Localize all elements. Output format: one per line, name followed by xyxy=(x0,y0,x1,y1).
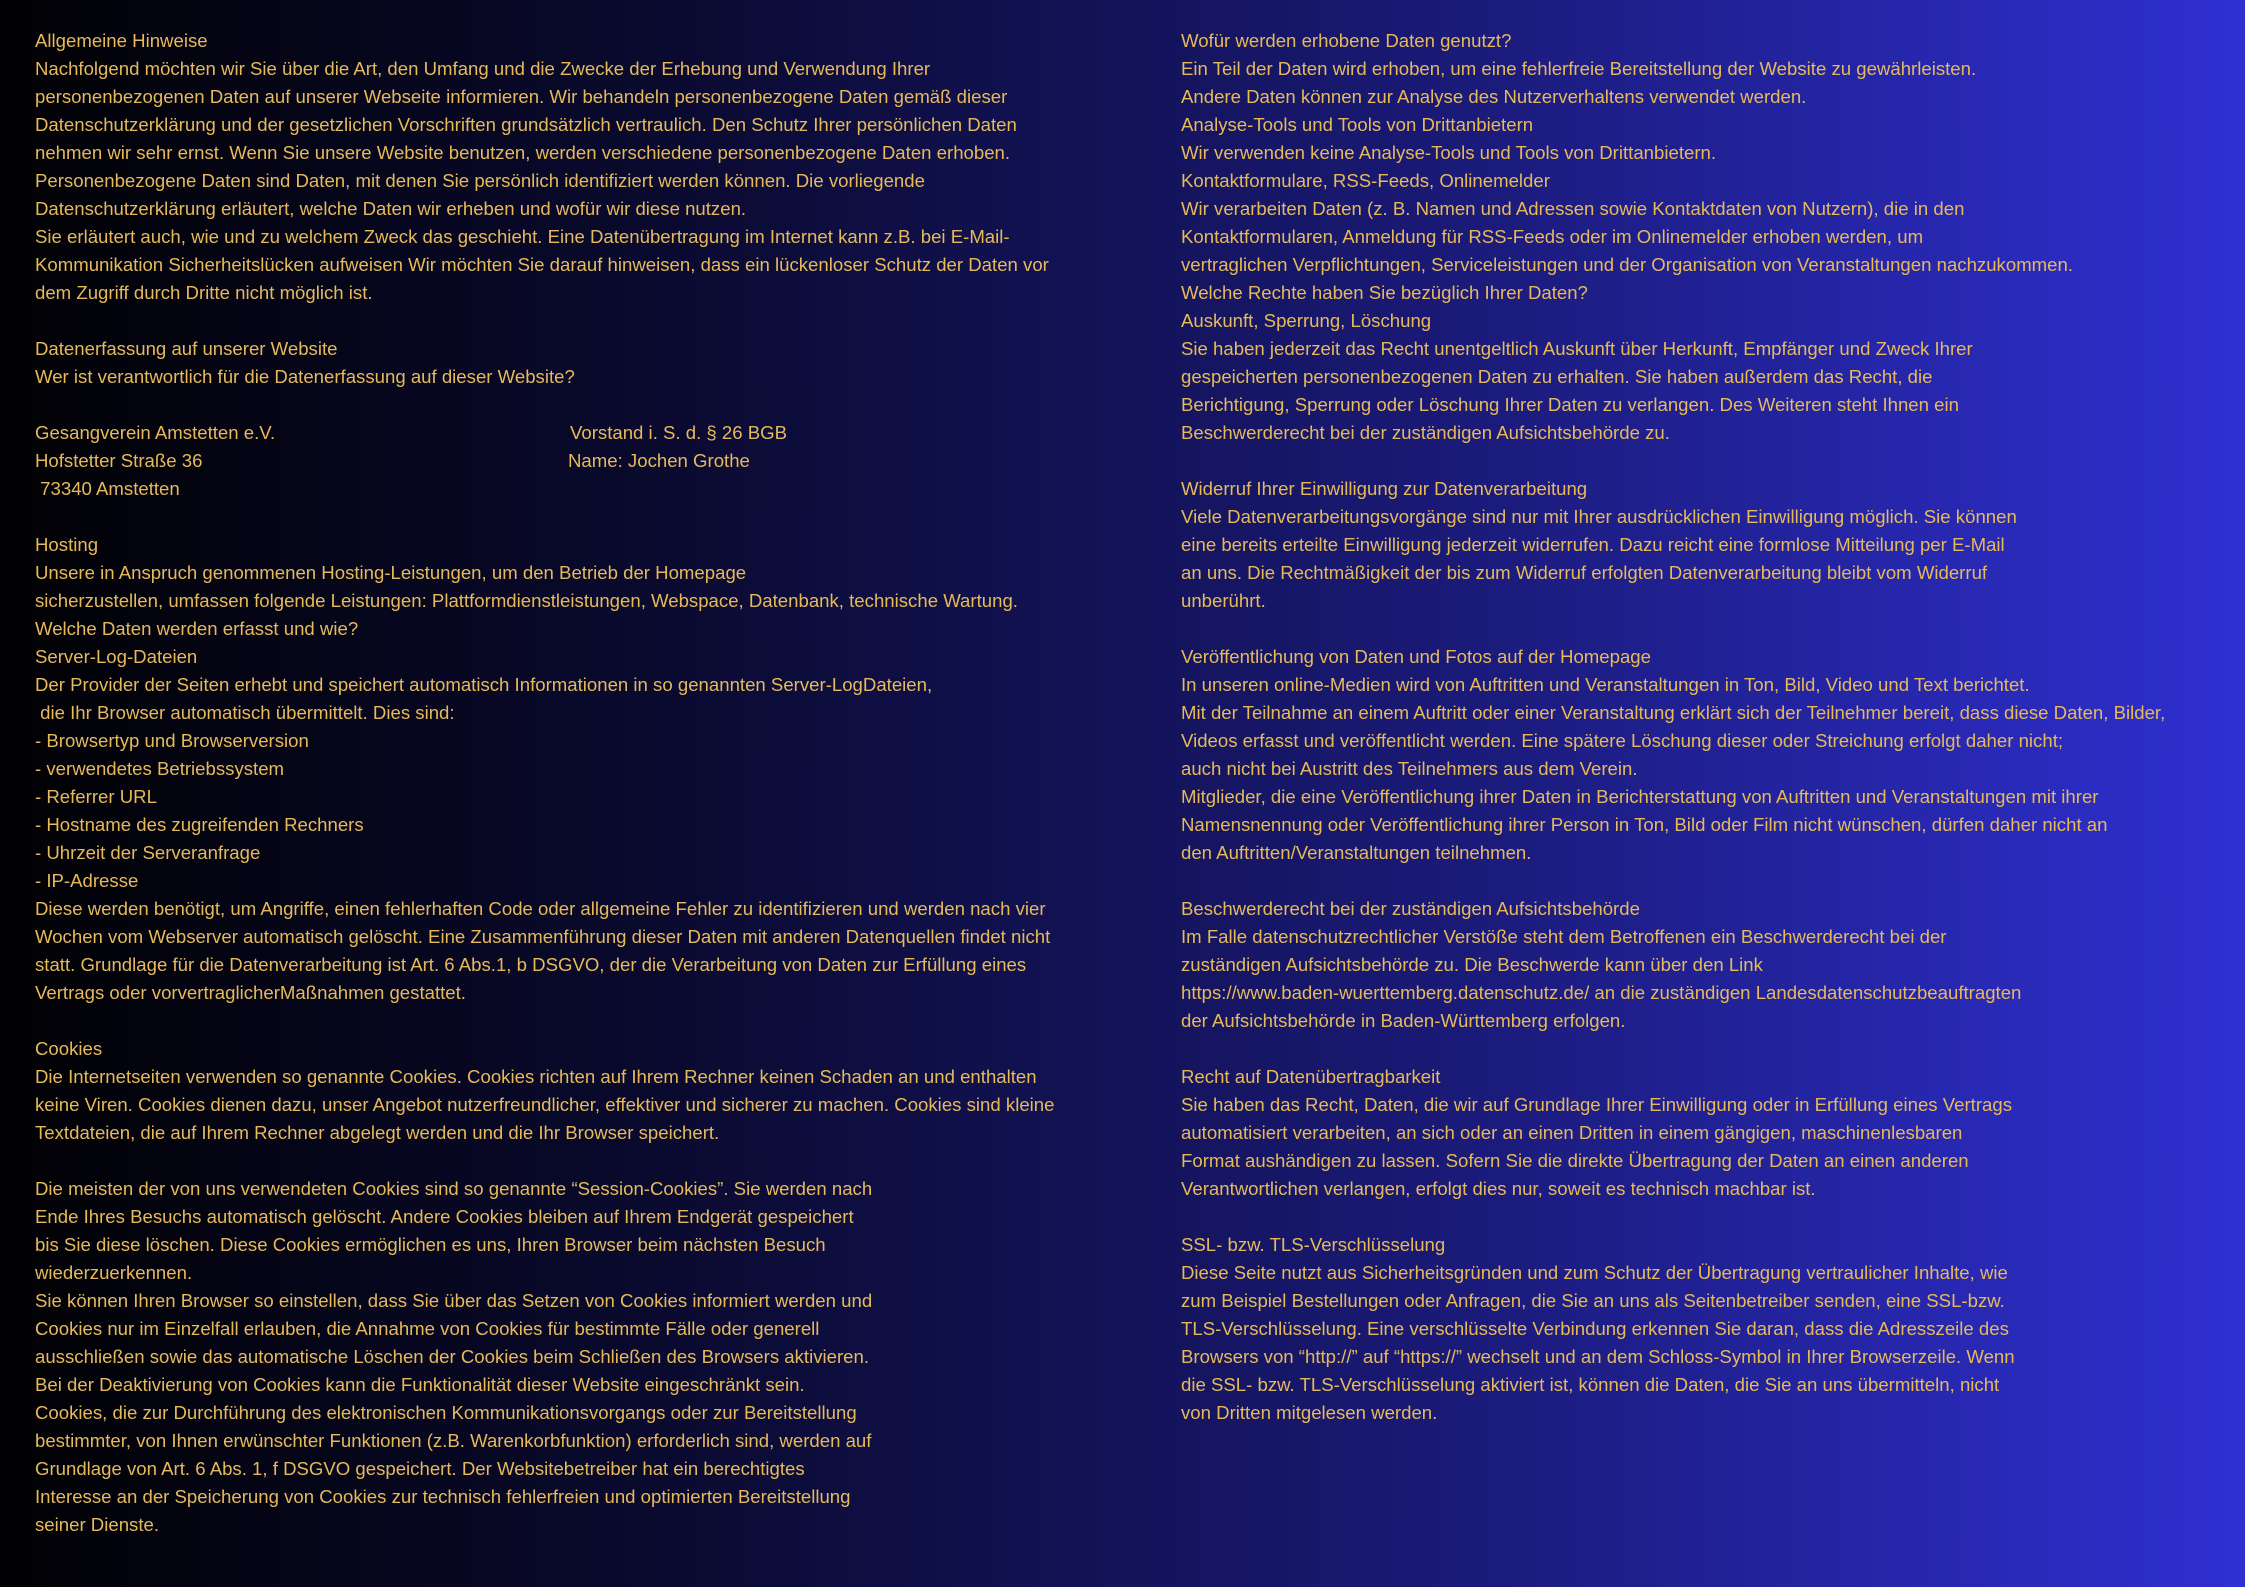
section-heading: Veröffentlichung von Daten und Fotos auf der Homepage xyxy=(1181,646,1651,667)
text-line: Textdateien, die auf Ihrem Rechner abgelegt werden und die Ihr Browser speichert. xyxy=(35,1122,720,1143)
section-hosting xyxy=(35,531,1155,1007)
text-line: Sie haben jederzeit das Recht unentgeltlich Auskunft über Herkunft, Empfänger und Zweck Ihrer xyxy=(1181,338,1973,359)
text-line: Analyse-Tools und Tools von Drittanbietern xyxy=(1181,114,1534,135)
text-line: die Ihr Browser automatisch übermittelt. Dies sind: xyxy=(35,702,455,723)
section-heading: Beschwerderecht bei der zuständigen Aufsichtsbehörde xyxy=(1181,898,1640,919)
text-line: zuständigen Aufsichtsbehörde zu. Die Beschwerde kann über den Link xyxy=(1181,954,1763,975)
text-line: die SSL- bzw. TLS-Verschlüsselung aktiviert ist, können die Daten, die Sie an uns übermitteln, nicht xyxy=(1181,1374,2000,1395)
spacer xyxy=(1181,615,2231,643)
text-line: Bei der Deaktivierung von Cookies kann die Funktionalität dieser Website eingeschränkt sein. xyxy=(35,1374,805,1395)
text-line: - Browsertyp und Browserversion xyxy=(35,730,309,751)
text-line: https://www.baden-wuerttemberg.datenschutz.de/ an die zuständigen Landesdatenschutzbeauftragten xyxy=(1181,982,2022,1003)
section-beschwerderecht xyxy=(1181,895,2231,1035)
text-line: Diese werden benötigt, um Angriffe, einen fehlerhaften Code oder allgemeine Fehler zu identifizieren und werden nach vier xyxy=(35,898,1046,919)
section-datenerfassung xyxy=(35,335,1155,391)
text-line: Berichtigung, Sperrung oder Löschung Ihrer Daten zu verlangen. Des Weiteren steht Ihnen ein xyxy=(1181,394,1959,415)
text-line: Browsers von “http://” auf “https://” wechselt und an dem Schloss-Symbol in Ihrer Browserzeile. Wenn xyxy=(1181,1346,2015,1367)
spacer xyxy=(35,503,1155,531)
section-datenuebertragbarkeit xyxy=(1181,1063,2231,1203)
text-line: Welche Rechte haben Sie bezüglich Ihrer Daten? xyxy=(1181,282,1588,303)
text-line: dem Zugriff durch Dritte nicht möglich ist. xyxy=(35,282,373,303)
section-datennutzung xyxy=(1181,27,2231,447)
text-line: keine Viren. Cookies dienen dazu, unser Angebot nutzerfreundlicher, effektiver und sicherer zu machen. Cookies sind kleine xyxy=(35,1094,1055,1115)
section-heading: SSL- bzw. TLS-Verschlüsselung xyxy=(1181,1234,1446,1255)
text-line: Sie haben das Recht, Daten, die wir auf Grundlage Ihrer Einwilligung oder in Erfüllung eines Vertrags xyxy=(1181,1094,2012,1115)
text-line: Kontaktformularen, Anmeldung für RSS-Feeds oder im Onlinemelder erhoben werden, um xyxy=(1181,226,1924,247)
vorstand-label: Vorstand i. S. d. § 26 BGB xyxy=(570,422,788,443)
section-cookies xyxy=(35,1035,1155,1147)
section-heading: Hosting xyxy=(35,534,99,555)
section-heading: Wofür werden erhobene Daten genutzt? xyxy=(1181,30,1512,51)
text-line: Namensnennung oder Veröffentlichung ihrer Person in Ton, Bild oder Film nicht wünschen, dürfen daher nicht an xyxy=(1181,814,2108,835)
text-line: zum Beispiel Bestellungen oder Anfragen, die Sie an uns als Seitenbetreiber senden, eine SSL-bzw. xyxy=(1181,1290,2005,1311)
text-line: nehmen wir sehr ernst. Wenn Sie unsere Website benutzen, werden verschiedene personenbezogene Daten erhoben. xyxy=(35,142,1011,163)
text-line: Wochen vom Webserver automatisch gelöscht. Eine Zusammenführung dieser Daten mit anderen Datenquellen findet nicht xyxy=(35,926,1051,947)
text-line: Unsere in Anspruch genommenen Hosting-Leistungen, um den Betrieb der Homepage xyxy=(35,562,747,583)
text-line: Welche Daten werden erfasst und wie? xyxy=(35,618,359,639)
text-line: gespeicherten personenbezogenen Daten zu erhalten. Sie haben außerdem das Recht, die xyxy=(1181,366,1933,387)
text-line: Der Provider der Seiten erhebt und speichert automatisch Informationen in so genannten Server-LogDateien, xyxy=(35,674,933,695)
text-line: Viele Datenverarbeitungsvorgänge sind nur mit Ihrer ausdrücklichen Einwilligung möglich. Sie können xyxy=(1181,506,2017,527)
text-line: Format aushändigen zu lassen. Sofern Sie die direkte Übertragung der Daten an einen anderen xyxy=(1181,1150,1969,1171)
text-line: TLS-Verschlüsselung. Eine verschlüsselte Verbindung erkennen Sie daran, dass die Adresszeile des xyxy=(1181,1318,2009,1339)
org-name: Gesangverein Amstetten e.V. xyxy=(35,422,276,443)
text-line: Diese Seite nutzt aus Sicherheitsgründen und zum Schutz der Übertragung vertraulicher Inhalte, wie xyxy=(1181,1262,2008,1283)
text-line: bestimmter, von Ihnen erwünschter Funktionen (z.B. Warenkorbfunktion) erforderlich sind, werden auf xyxy=(35,1430,872,1451)
contact-row-2 xyxy=(35,447,1155,475)
text-line: personenbezogenen Daten auf unserer Webseite informieren. Wir behandeln personenbezogene Daten gemäß dieser xyxy=(35,86,1008,107)
text-line: seiner Dienste. xyxy=(35,1514,160,1535)
section-veroeffentlichung xyxy=(1181,643,2231,867)
section-heading: Cookies xyxy=(35,1038,103,1059)
spacer xyxy=(1181,447,2231,475)
text-line: Auskunft, Sperrung, Löschung xyxy=(1181,310,1432,331)
text-line: Wir verarbeiten Daten (z. B. Namen und Adressen sowie Kontaktdaten von Nutzern), die in den xyxy=(1181,198,1965,219)
section-heading: Die meisten der von uns verwendeten Cookies sind so genannte “Session-Cookies”. Sie werden nach xyxy=(35,1178,873,1199)
text-line: ausschließen sowie das automatische Löschen der Cookies beim Schließen des Browsers aktivieren. xyxy=(35,1346,870,1367)
text-line: Sie können Ihren Browser so einstellen, dass Sie über das Setzen von Cookies informiert werden und xyxy=(35,1290,873,1311)
text-line: - Hostname des zugreifenden Rechners xyxy=(35,814,364,835)
contact-row-1 xyxy=(35,419,1155,447)
section-heading: Recht auf Datenübertragbarkeit xyxy=(1181,1066,1441,1087)
text-line: Im Falle datenschutzrechtlicher Verstöße steht dem Betroffenen ein Beschwerderecht bei der xyxy=(1181,926,1947,947)
spacer xyxy=(35,307,1155,335)
text-line: unberührt. xyxy=(1181,590,1266,611)
text-line: von Dritten mitgelesen werden. xyxy=(1181,1402,1438,1423)
vorstand-name: Name: Jochen Grothe xyxy=(568,450,750,471)
text-line: Datenschutzerklärung erläutert, welche Daten wir erheben und wofür wir diese nutzen. xyxy=(35,198,747,219)
text-line: Datenschutzerklärung und der gesetzlichen Vorschriften grundsätzlich vertraulich. Den Schutz Ihrer persönlichen Daten xyxy=(35,114,1017,135)
text-line: wiederzuerkennen. xyxy=(35,1262,193,1283)
text-line: Mitglieder, die eine Veröffentlichung ihrer Daten in Berichterstattung von Auftritten und Veranstaltungen mit ihrer xyxy=(1181,786,2099,807)
spacer xyxy=(1181,867,2231,895)
text-line: - IP-Adresse xyxy=(35,870,139,891)
text-line: Vertrags oder vorvertraglicherMaßnahmen gestattet. xyxy=(35,982,466,1003)
text-line: In unseren online-Medien wird von Auftritten und Veranstaltungen in Ton, Bild, Video und Text berichtet. xyxy=(1181,674,2030,695)
text-line: Cookies, die zur Durchführung des elektronischen Kommunikationsvorgangs oder zur Bereitstellung xyxy=(35,1402,857,1423)
spacer xyxy=(1181,1203,2231,1231)
text-line: - Uhrzeit der Serveranfrage xyxy=(35,842,261,863)
spacer xyxy=(35,391,1155,419)
spacer xyxy=(35,1007,1155,1035)
text-line: Verantwortlichen verlangen, erfolgt dies nur, soweit es technisch machbar ist. xyxy=(1181,1178,1816,1199)
text-line: vertraglichen Verpflichtungen, Serviceleistungen und der Organisation von Veranstaltungen nachzukommen. xyxy=(1181,254,2074,275)
text-line: Mit der Teilnahme an einem Auftritt oder einer Veranstaltung erklärt sich der Teilnehmer bereit, dass diese Daten, Bilder, xyxy=(1181,702,2166,723)
text-line: Wir verwenden keine Analyse-Tools und Tools von Drittanbietern. xyxy=(1181,142,1717,163)
text-line: - verwendetes Betriebssystem xyxy=(35,758,285,779)
text-line: Videos erfasst und veröffentlicht werden. Eine spätere Löschung dieser oder Streichung erfolgt daher nicht; xyxy=(1181,730,2064,751)
text-line: eine bereits erteilte Einwilligung jederzeit widerrufen. Dazu reicht eine formlose Mitteilung per E-Mail xyxy=(1181,534,2005,555)
spacer xyxy=(35,1147,1155,1175)
contact-block xyxy=(35,419,1155,503)
text-line: Die Internetseiten verwenden so genannte Cookies. Cookies richten auf Ihrem Rechner keinen Schaden an und enthalten xyxy=(35,1066,1037,1087)
section-heading: Datenerfassung auf unserer Website xyxy=(35,338,338,359)
section-ssl-tls xyxy=(1181,1231,2231,1427)
text-line: Cookies nur im Einzelfall erlauben, die Annahme von Cookies für bestimmte Fälle oder generell xyxy=(35,1318,820,1339)
text-line: Sie erläutert auch, wie und zu welchem Zweck das geschieht. Eine Datenübertragung im Internet kann z.B. bei E-Mail- xyxy=(35,226,1010,247)
street: Hofstetter Straße 36 xyxy=(35,450,203,471)
text-line: automatisiert verarbeiten, an sich oder an einen Dritten in einem gängigen, maschinenlesbaren xyxy=(1181,1122,1963,1143)
contact-row-3 xyxy=(35,475,1155,503)
text-line: Nachfolgend möchten wir Sie über die Art, den Umfang und die Zwecke der Erhebung und Verwendung Ihrer xyxy=(35,58,931,79)
text-line: an uns. Die Rechtmäßigkeit der bis zum Widerruf erfolgten Datenverarbeitung bleibt vom Widerruf xyxy=(1181,562,1988,583)
text-line: Beschwerderecht bei der zuständigen Aufsichtsbehörde zu. xyxy=(1181,422,1670,443)
text-line: - Referrer URL xyxy=(35,786,157,807)
left-column xyxy=(35,27,1155,1539)
text-line: Ende Ihres Besuchs automatisch gelöscht. Andere Cookies bleiben auf Ihrem Endgerät gespeichert xyxy=(35,1206,854,1227)
text-line: Ein Teil der Daten wird erhoben, um eine fehlerfreie Bereitstellung der Website zu gewährleisten. xyxy=(1181,58,1977,79)
text-line: Andere Daten können zur Analyse des Nutzerverhaltens verwendet werden. xyxy=(1181,86,1807,107)
text-line: Wer ist verantwortlich für die Datenerfassung auf dieser Website? xyxy=(35,366,575,387)
text-line: Grundlage von Art. 6 Abs. 1, f DSGVO gespeichert. Der Websitebetreiber hat ein berechtigtes xyxy=(35,1458,805,1479)
right-column xyxy=(1181,27,2231,1427)
section-allgemeine-hinweise xyxy=(35,27,1155,307)
section-session-cookies xyxy=(35,1175,1155,1539)
text-line: sicherzustellen, umfassen folgende Leistungen: Plattformdienstleistungen, Webspace, Datenbank, technische Wartung. xyxy=(35,590,1018,611)
section-heading: Widerruf Ihrer Einwilligung zur Datenverarbeitung xyxy=(1181,478,1588,499)
text-line: Kommunikation Sicherheitslücken aufweisen Wir möchten Sie darauf hinweisen, dass ein lückenloser Schutz der Daten vor xyxy=(35,254,1049,275)
text-line: auch nicht bei Austritt des Teilnehmers aus dem Verein. xyxy=(1181,758,1638,779)
text-line: statt. Grundlage für die Datenverarbeitung ist Art. 6 Abs.1, b DSGVO, der die Verarbeitung von Daten zur Erfüllung eines xyxy=(35,954,1027,975)
text-line: Interesse an der Speicherung von Cookies zur technisch fehlerfreien und optimierten Bereitstellung xyxy=(35,1486,851,1507)
text-line: Kontaktformulare, RSS-Feeds, Onlinemelder xyxy=(1181,170,1550,191)
city: 73340 Amstetten xyxy=(35,478,180,499)
section-heading: Allgemeine Hinweise xyxy=(35,30,208,51)
text-line: der Aufsichtsbehörde in Baden-Württemberg erfolgen. xyxy=(1181,1010,1626,1031)
text-line: bis Sie diese löschen. Diese Cookies ermöglichen es uns, Ihren Browser beim nächsten Besuch xyxy=(35,1234,826,1255)
text-line: den Auftritten/Veranstaltungen teilnehmen. xyxy=(1181,842,1532,863)
text-line: Server-Log-Dateien xyxy=(35,646,198,667)
text-line: Personenbezogene Daten sind Daten, mit denen Sie persönlich identifiziert werden können. Die vorliegende xyxy=(35,170,925,191)
section-widerruf xyxy=(1181,475,2231,615)
spacer xyxy=(1181,1035,2231,1063)
